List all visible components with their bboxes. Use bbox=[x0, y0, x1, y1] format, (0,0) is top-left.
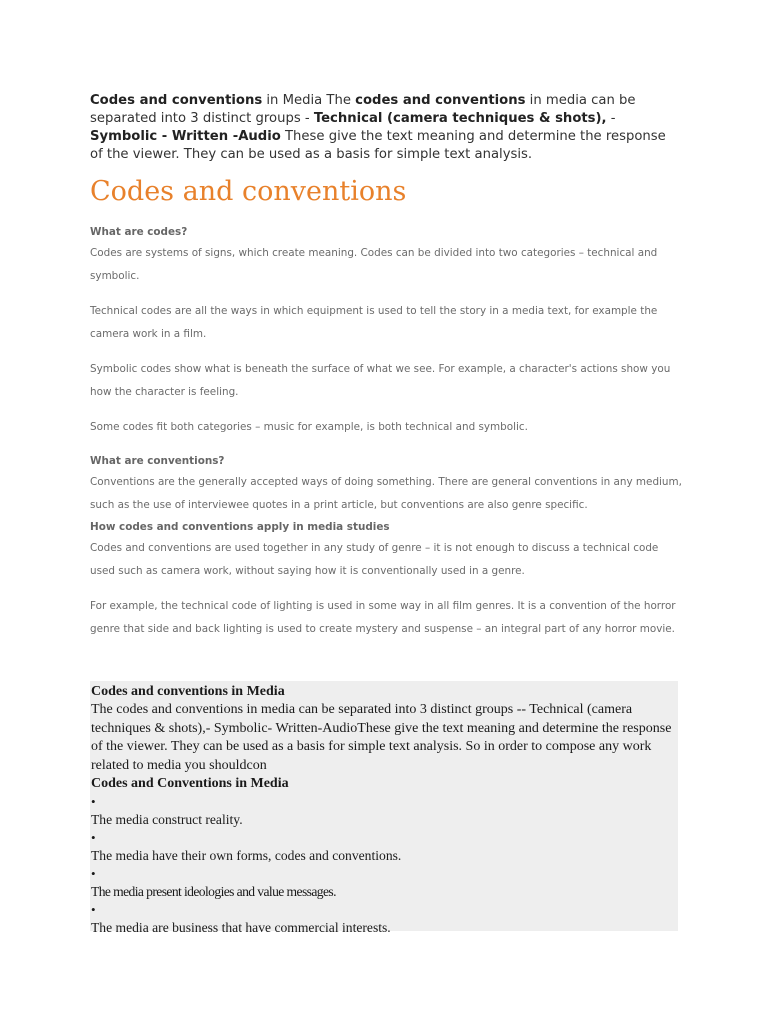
summary-box bbox=[90, 681, 678, 935]
main-heading: Codes and conventions bbox=[90, 176, 407, 207]
intro-bold-2: codes and conventions bbox=[355, 93, 526, 108]
box-paragraph: The codes and conventions in media can be separated into 3 distinct groups -- Technical (camera techniques & shots),- Symbolic- Written-AudioThese give the text meaning and determine the response of the viewer. They can be used as a basis for simple text analysis. So in order to compose any work related to media you shouldcon bbox=[91, 702, 672, 773]
intro-bold-3: Technical (camera techniques & shots), bbox=[313, 111, 607, 126]
list-item: The media have their own forms, codes and conventions. bbox=[91, 848, 402, 863]
intro-bold-4: Symbolic - Written -Audio bbox=[90, 129, 281, 144]
paragraph-both-categories: Some codes fit both categories – music for example, is both technical and symbolic. bbox=[90, 421, 528, 433]
list-item: The media construct reality. bbox=[91, 812, 243, 827]
paragraph-lighting-example: For example, the technical code of lighting is used in some way in all film genres. It is a convention of the horror genre that side and back lighting is used to create mystery and suspense – an integral part of any horror movie. bbox=[90, 600, 676, 635]
box-heading-2: Codes and Conventions in Media bbox=[91, 776, 289, 791]
intro-text-4: These give the text meaning and determine the response of the viewer. They can be used as a basis for simple text analysis. bbox=[90, 129, 666, 162]
list-item: The media present ideologies and value messages. bbox=[91, 884, 336, 899]
intro-paragraph bbox=[90, 92, 680, 164]
intro-text-3: - bbox=[606, 111, 616, 126]
intro-text-1: in Media The bbox=[262, 93, 356, 108]
list-item: The media are business that have commercial interests. bbox=[91, 920, 391, 935]
intro-bold-1: Codes and conventions bbox=[90, 93, 263, 108]
question-codes: What are codes? bbox=[90, 226, 188, 238]
box-heading-1: Codes and conventions in Media bbox=[91, 684, 285, 699]
bullet-icon: • bbox=[91, 794, 96, 809]
intro-text-2: in media can be separated into 3 distinct groups - bbox=[90, 93, 636, 126]
paragraph-conventions-definition: Conventions are the generally accepted ways of doing something. There are general conventions in any medium, such as the use of interviewee quotes in a print article, but conventions are also genre specific. bbox=[90, 476, 682, 511]
paragraph-codes-definition: Codes are systems of signs, which create meaning. Codes can be divided into two categories – technical and symbolic. bbox=[90, 247, 658, 282]
question-media-studies: How codes and conventions apply in media studies bbox=[90, 521, 390, 533]
bullet-icon: • bbox=[91, 866, 96, 881]
paragraph-technical-codes: Technical codes are all the ways in which equipment is used to tell the story in a media text, for example the camera work in a film. bbox=[90, 305, 658, 340]
paragraph-genre-study: Codes and conventions are used together in any study of genre – it is not enough to discuss a technical code used such as camera work, without saying how it is conventionally used in a genre. bbox=[90, 542, 659, 577]
bullet-icon: • bbox=[91, 830, 96, 845]
paragraph-symbolic-codes: Symbolic codes show what is beneath the surface of what we see. For example, a character's actions show you how the character is feeling. bbox=[90, 363, 671, 398]
question-conventions: What are conventions? bbox=[90, 455, 225, 467]
article-section bbox=[90, 222, 682, 641]
bullet-icon: • bbox=[91, 902, 96, 917]
